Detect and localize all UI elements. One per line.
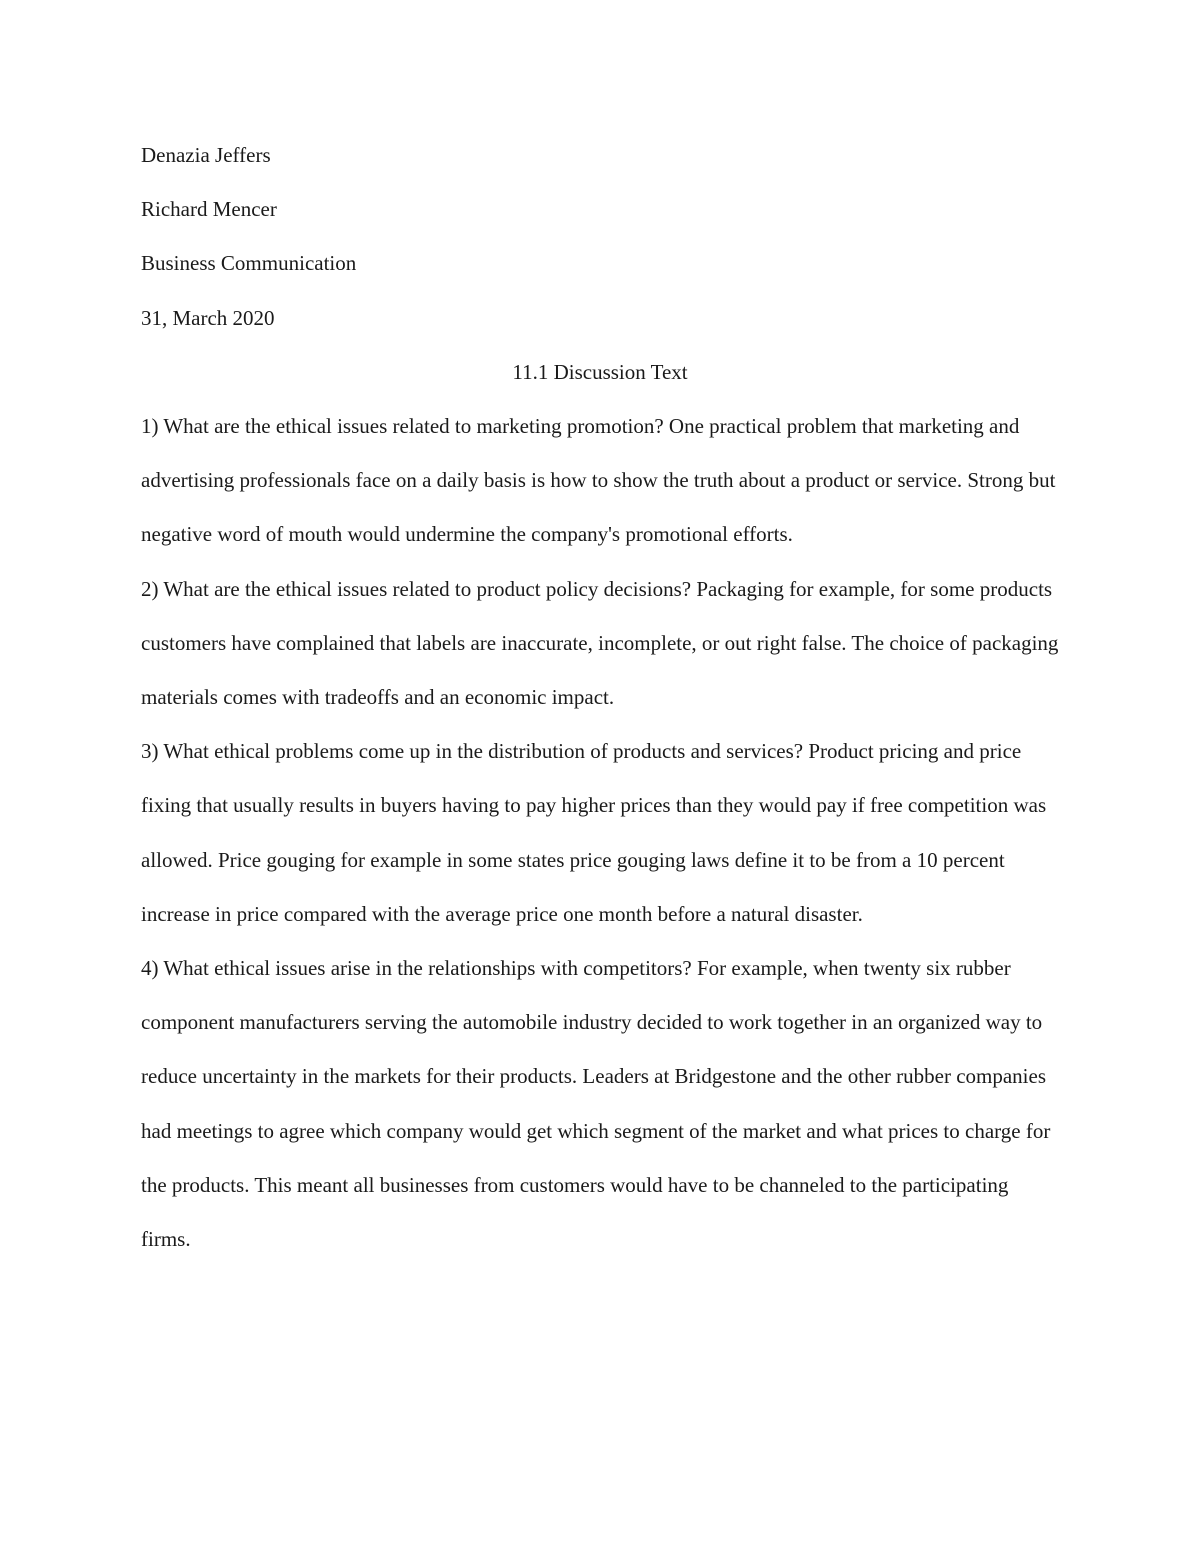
answer-paragraph-3: 3) What ethical problems come up in the distribution of products and services? Product pricing and price fixing that usually results in buyers having to pay higher prices than they would pay if free competition was allowed. Price gouging for example in some states price gouging laws define it to be from a 10 percent increase in price compared with the average price one month before a natural disaster.: [141, 739, 1047, 926]
answer-paragraph-2: 2) What are the ethical issues related to product policy decisions? Packaging for example, for some products customers have complained that labels are inaccurate, incomplete, or out right false. The choice of packaging materials comes with tradeoffs and an economic impact.: [141, 576, 1059, 710]
course-name: Business Communication: [141, 251, 357, 276]
document-body: [141, 128, 1059, 1266]
instructor-name: Richard Mencer: [141, 197, 277, 222]
answer-paragraph-4: 4) What ethical issues arise in the relationships with competitors? For example, when twenty six rubber component manufacturers serving the automobile industry decided to work together in an organized way to reduce uncertainty in the markets for their products. Leaders at Bridgestone and the other rubber companies had meetings to agree which company would get which segment of the market and what prices to charge for the products. This meant all businesses from customers would have to be channeled to the participating firms.: [141, 956, 1051, 1252]
answer-paragraph-1: 1) What are the ethical issues related to marketing promotion? One practical problem that marketing and advertising professionals face on a daily basis is how to show the truth about a product or service. Strong but negative word of mouth would undermine the company's promotional efforts.: [141, 414, 1056, 547]
document-title: 11.1 Discussion Text: [512, 359, 688, 384]
date: 31, March 2020: [141, 305, 275, 330]
student-name: Denazia Jeffers: [141, 143, 271, 167]
